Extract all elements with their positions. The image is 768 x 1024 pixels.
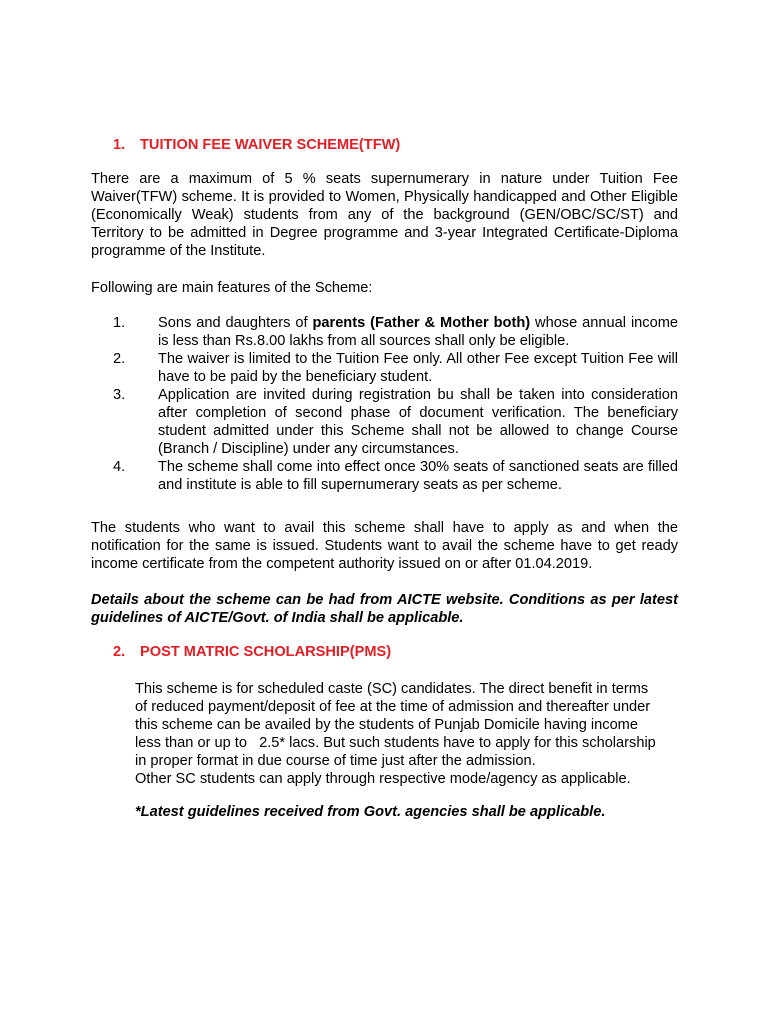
list-item [91, 386, 678, 458]
section-2-number: 2. [113, 644, 126, 660]
section-2-line: in proper format in due course of time just after the admission. [135, 753, 536, 769]
features-list [91, 314, 678, 494]
list-item-text: The scheme shall come into effect once 30% seats of sanctioned seats are filled and institute is able to fill supernumerary seats as per scheme. [158, 459, 678, 493]
section-2-line: this scheme can be availed by the students of Punjab Domicile having income [135, 717, 638, 733]
list-item-text: Application are invited during registration bu shall be taken into consideration after completion of second phase of document verification. The beneficiary student admitted under this Scheme shall not be allowed to change Course (Branch / Discipline) under any circumstances. [158, 387, 678, 457]
section-1-title: TUITION FEE WAIVER SCHEME(TFW) [140, 137, 401, 153]
section-2-line: less than or up to 2.5* lacs. But such students have to apply for this scholarship [135, 735, 656, 751]
list-item-number: 1. [113, 315, 126, 331]
section-1-intro: There are a maximum of 5 % seats supernumerary in nature under Tuition Fee Waiver(TFW) scheme. It is provided to Women, Physically handicapped and Other Eligible (Economically Weak) students from any of the background (GEN/OBC/SC/ST) and Territory to be admitted in Degree programme and 3-year Integrated Certificate-Diploma programme of the Institute. [91, 171, 678, 259]
section-2-line: This scheme is for scheduled caste (SC) candidates. The direct benefit in terms [135, 681, 649, 697]
section-1-heading [113, 136, 400, 154]
features-lead: Following are main features of the Scheme: [91, 280, 373, 296]
list-item [91, 314, 678, 350]
section-2-heading [113, 643, 391, 661]
section-2-footnote: *Latest guidelines received from Govt. agencies shall be applicable. [135, 804, 606, 820]
parents-emphasis: parents (Father & Mother both) [312, 315, 531, 331]
section-2-line: Other SC students can apply through respective mode/agency as applicable. [135, 771, 631, 787]
section-2-body [135, 680, 680, 788]
section-1-number: 1. [113, 137, 126, 153]
section-2-line: of reduced payment/deposit of fee at the time of admission and thereafter under [135, 699, 651, 715]
details-note: Details about the scheme can be had from AICTE website. Conditions as per latest guidelines of AICTE/Govt. of India shall be applicable. [91, 592, 678, 626]
list-item-number: 2. [113, 351, 126, 367]
list-item-text: The waiver is limited to the Tuition Fee only. All other Fee except Tuition Fee will have to be paid by the beneficiary student. [158, 351, 678, 385]
apply-note: The students who want to avail this scheme shall have to apply as and when the notification for the same is issued. Students want to avail the scheme have to get ready income certificate from the competent authority issued on or after 01.04.2019. [91, 520, 678, 572]
section-2-title: POST MATRIC SCHOLARSHIP(PMS) [140, 644, 392, 660]
list-item-number: 3. [113, 387, 126, 403]
list-item [91, 458, 678, 494]
list-item [91, 350, 678, 386]
list-item-text: Sons and daughters of parents (Father & Mother both) whose annual income is less than Rs.8.00 lakhs from all sources shall only be eligible. [158, 315, 678, 349]
list-item-number: 4. [113, 459, 126, 475]
